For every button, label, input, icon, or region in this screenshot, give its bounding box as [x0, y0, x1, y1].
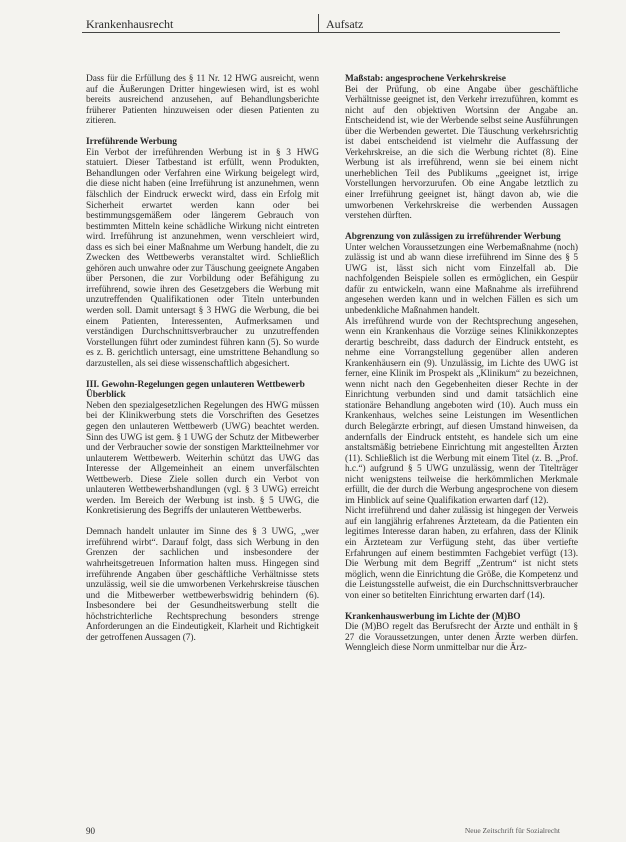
- header-article-type: Aufsatz: [326, 17, 364, 31]
- paragraph: Unter welchen Voraussetzungen eine Werbemaßnahme (noch) zulässig ist und ab wann diese irreführend im Sinne des § 5 UWG ist, lässt sich nicht vom Einzelfall ab. Die nachfolgenden Beispiele sollen es ermöglichen, ein Gespür dafür zu entwickeln, wann eine Maßnahme als irreführend angesehen werden kann und in welchen Fällen es sich um unbedenkliche Maßnahmen handelt.: [345, 242, 578, 316]
- header-rule: [82, 32, 560, 33]
- right-column: [345, 74, 578, 814]
- header-divider: [318, 14, 319, 32]
- paragraph: Die (M)BO regelt das Berufsrecht der Ärzte und enthält in § 27 die Voraussetzungen, unter denen Ärzte werben dürfen. Wenngleich diese Norm unmittelbar nur die Ärz-: [345, 622, 578, 654]
- paragraph: Nicht irreführend und daher zulässig ist hingegen der Verweis auf ein langjährig erfahrenes Ärzteteam, da die Patienten ein legitimes Interesse daran haben, zu erfahren, dass der Klinik ein Ärzteteam zur Verfügung steht, das über vertiefte Erfahrungen auf einem bestimmten Fachgebiet verfügt (13). Die Werbung mit dem Begriff „Zentrum“ ist nicht stets möglich, wenn die Einrichtung die Größe, die Kompetenz und die Leistungsstelle aufweist, die ein Durchschnittsverbraucher von einer so betitelten Einrichtung erwarten darf (14).: [345, 506, 578, 601]
- subsection-heading: Maßstab: angesprochene Verkehrskreise: [345, 74, 506, 84]
- subsection-heading: Überblick: [86, 390, 126, 401]
- page-number: 90: [86, 826, 95, 836]
- journal-source: Neue Zeitschrift für Sozialrecht: [464, 826, 560, 835]
- paragraph: Demnach handelt unlauter im Sinne des § 3 UWG, „wer irreführend wirbt“. Darauf folgt, dass sich Werbung in den Grenzen der sachlichen und insbesondere der wahrheitsgetreuen Information halten muss. Hingegen sind irreführende Angaben über geschäftliche Verhältnisse stets unzulässig, weil sie die umworbenen Verkehrskreise täuschen und die Mitbewerber wettbewerbswidrig behindern (6). Insbesondere bei der Gesundheitswerbung stellt die höchstrichterliche Rechtsprechung besonders strenge Anforderungen an die Eindeutigkeit, Klarheit und Richtigkeit der getroffenen Aussagen (7).: [86, 527, 319, 643]
- section-heading: III. Gewohn-Regelungen gegen unlauteren Wettbewerb: [86, 379, 305, 390]
- running-header: [82, 14, 560, 34]
- subsection-heading: Abgrenzung von zulässigen zu irreführender Werbung: [345, 232, 561, 243]
- page-footer: [82, 826, 560, 840]
- section-heading: Irreführende Werbung: [86, 137, 177, 148]
- paragraph: Als irreführend wurde von der Rechtsprechung angesehen, wenn ein Krankenhaus die Vorzüge seines Klinikkonzeptes derartig beschreibt, dass dadurch der Eindruck entsteht, es nehme eine Vorrangstellung gegenüber allen anderen Krankenhäusern ein (9). Unzulässig, im Lichte des UWG ist ferner, eine Klinik im Prospekt als „Klinikum“ zu bezeichnen, wenn nicht nach den Gegebenheiten dieser Rechte in der Einrichtung verbunden sind und damit tatsächlich eine stationäre Behandlung angeboten wird (10). Auch muss ein Krankenhaus, welches seine Leistungen im Wesentlichen durch Belegärzte erbringt, auf diesen Umstand hinweisen, da andernfalls der Eindruck entsteht, es handele sich um eine anstaltsmäßig betriebene Einrichtung mit angestellten Ärzten (11). Schließlich ist die Werbung mit einem Titel (z. B. „Prof. h.c.“) aufgrund § 5 UWG unzulässig, wenn der Titelträger nicht wenigstens teilweise die herkömmlichen Merkmale erfüllt, die der durch die Werbung angesprochene von diesem im Hinblick auf seine Qualifikation erwarten darf (12).: [345, 316, 578, 506]
- paragraph: Neben den spezialgesetzlichen Regelungen des HWG müssen bei der Klinikwerbung stets die Vorschriften des Gesetzes gegen den unlauteren Wettbewerb (UWG) beachtet werden. Sinn des UWG ist gem. § 1 UWG der Schutz der Mitbewerber und der Verbraucher sowie der sonstigen Marktteilnehmer vor unlauterem Wettbewerb. Weiterhin schützt das UWG das Interesse der Allgemeinheit an einem unverfälschten Wettbewerb. Diese Ziele sollen durch ein Verbot von unlauteren Wettbewerbshandlungen (vgl. § 3 UWG) erreicht werden. Im Bereich der Werbung ist insb. § 5 UWG, die Konkretisierung des Begriffs der unlauteren Wettbewerbs.: [86, 400, 319, 517]
- paragraph: Dass für die Erfüllung des § 11 Nr. 12 HWG ausreicht, wenn auf die Äußerungen Dritter hingewiesen wird, ist es wohl bereits ausreichend anzusehen, auf Behandlungsberichte früherer Patienten hinzuweisen oder diesen Patienten zu zitieren.: [86, 74, 319, 127]
- section-heading: Krankenhauswerbung im Lichte der (M)BO: [345, 611, 521, 622]
- paragraph: Ein Verbot der irreführenden Werbung ist in § 3 HWG statuiert. Dieser Tatbestand ist erfüllt, wenn Produkten, Behandlungen oder Verfahren eine Wirkung beigelegt wird, die diese nicht haben (eine Irreführung ist anzunehmen, wenn fälschlich der Eindruck erweckt wird, dass ein Erfolg mit Sicherheit erwartet werden kann oder bei bestimmungsgemäßem oder längerem Gebrauch von bestimmten Mitteln keine schädliche Wirkung nicht eintreten wird. Irreführung ist anzunehmen, wenn verschleiert wird, dass es sich bei einer Maßnahme um Werbung handelt, die zu Zwecken des Wettbewerbs veranstaltet wird. Schließlich gehören auch unwahre oder zur Täuschung geeignete Angaben über Personen, die zur Vorbildung oder Befähigung zu irreführend, sowie ihren des Gesetzgebers die Werbung mit unzutreffenden Qualifikationen oder Titeln unterbunden werden soll. Damit untersagt § 3 HWG die Werbung, die bei einem Patienten, Interessenten, Aufmerksamen und verständigen Durchschnittsverbraucher zu unzutreffenden Vorstellungen führt oder zumindest führen kann (5). So wurde es z. B. gerichtlich untersagt, eine umstrittene Behandlung so darzustellen, als sei diese wissenschaftlich abgesichert.: [86, 147, 319, 369]
- paragraph: Bei der Prüfung, ob eine Angabe über geschäftliche Verhältnisse geeignet ist, den Verkehr irrezuführen, kommt es nicht auf den objektiven Wortsinn der Angabe an. Entscheidend ist, wie der Werbende selbst seine Ausführungen über die Werbenden gewertet. Die Täuschung verkehrsrichtig ist dabei entscheidend ist vielmehr die Auffassung der Verkehrskreise, an die sich die Werbung richtet (8). Eine Werbung ist als irreführend, wenn sie bei einem nicht unerheblichen Teil des Publikums „geeignet ist, irrige Vorstellungen hervorzurufen. Ob eine Angabe letztlich zu einer Irreführung geeignet ist, hängt davon ab, wie die umworbenen Verkehrskreise die werbenden Aussagen verstehen dürften.: [345, 84, 578, 222]
- left-column: [86, 74, 319, 814]
- header-section-title: Krankenhausrecht: [86, 17, 174, 31]
